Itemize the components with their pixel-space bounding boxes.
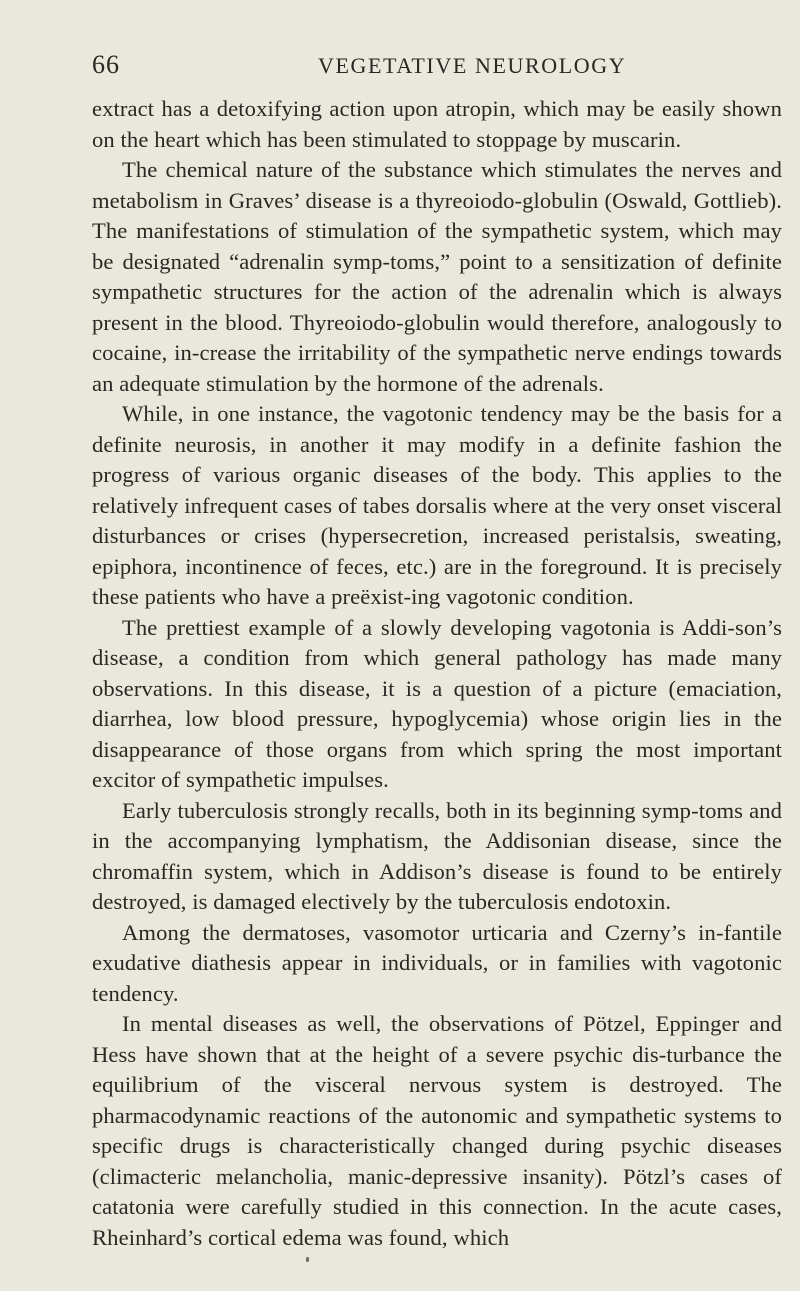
running-title: VEGETATIVE NEUROLOGY	[318, 53, 627, 78]
paragraph: Early tuberculosis strongly recalls, both in its beginning symp-toms and in the accompanying lymphatism, the Addisonian disease, since the chromaffin system, which in Addison’s disease is found to be entirely destroyed, is damaged electively by the tuberculosis endotoxin.	[92, 797, 782, 914]
page-header	[92, 50, 782, 90]
page-number: 66	[92, 50, 120, 79]
paragraph: The prettiest example of a slowly developing vagotonia is Addi-son’s disease, a condition from which general pathology has made many observations. In this disease, it is a question of a picture (emaciation, diarrhea, low blood pressure, hypoglycemia) whose origin lies in the disappearance of those organs from which spring the most important excitor of sympathetic impulses.	[92, 614, 782, 792]
paragraph: While, in one instance, the vagotonic tendency may be the basis for a definite neurosis, in another it may modify in a definite fashion the progress of various organic diseases of the body. This applies to the relatively infrequent cases of tabes dorsalis where at the very onset visceral disturbances or crises (hypersecretion, increased peristalsis, sweating, epiphora, incontinence of feces, etc.) are in the foreground. It is precisely these patients who have a preëxist-ing vagotonic condition.	[92, 401, 782, 609]
paragraph: The chemical nature of the substance which stimulates the nerves and metabolism in Graves’ disease is a thyreoiodo-globulin (Oswald, Gottlieb). The manifestations of stimulation of the sympathetic system, which may be designated “adrenalin symp-toms,” point to a sensitization of definite sympathetic structures for the action of the adrenalin which is always present in the blood. Thyreoiodo-globulin would therefore, analogously to cocaine, in-crease the irritability of the sympathetic nerve endings towards an adequate stimulation by the hormone of the adrenals.	[92, 157, 782, 396]
ink-speck	[306, 1257, 309, 1262]
paragraph: In mental diseases as well, the observations of Pötzel, Eppinger and Hess have shown that at the height of a severe psychic dis-turbance the equilibrium of the visceral nervous system is destroyed. The pharmacodynamic reactions of the autonomic and sympathetic systems to specific drugs is characteristically changed during psychic diseases (climacteric melancholia, manic-depressive insanity). Pötzl’s cases of catatonia were carefully studied in this connection. In the acute cases, Rheinhard’s cortical edema was found, which	[92, 1011, 782, 1250]
body-text	[92, 94, 782, 1253]
paragraph: extract has a detoxifying action upon atropin, which may be easily shown on the heart which has been stimulated to stoppage by muscarin.	[92, 96, 782, 152]
paragraph: Among the dermatoses, vasomotor urticaria and Czerny’s in-fantile exudative diathesis appear in individuals, or in families with vagotonic tendency.	[92, 919, 782, 1006]
